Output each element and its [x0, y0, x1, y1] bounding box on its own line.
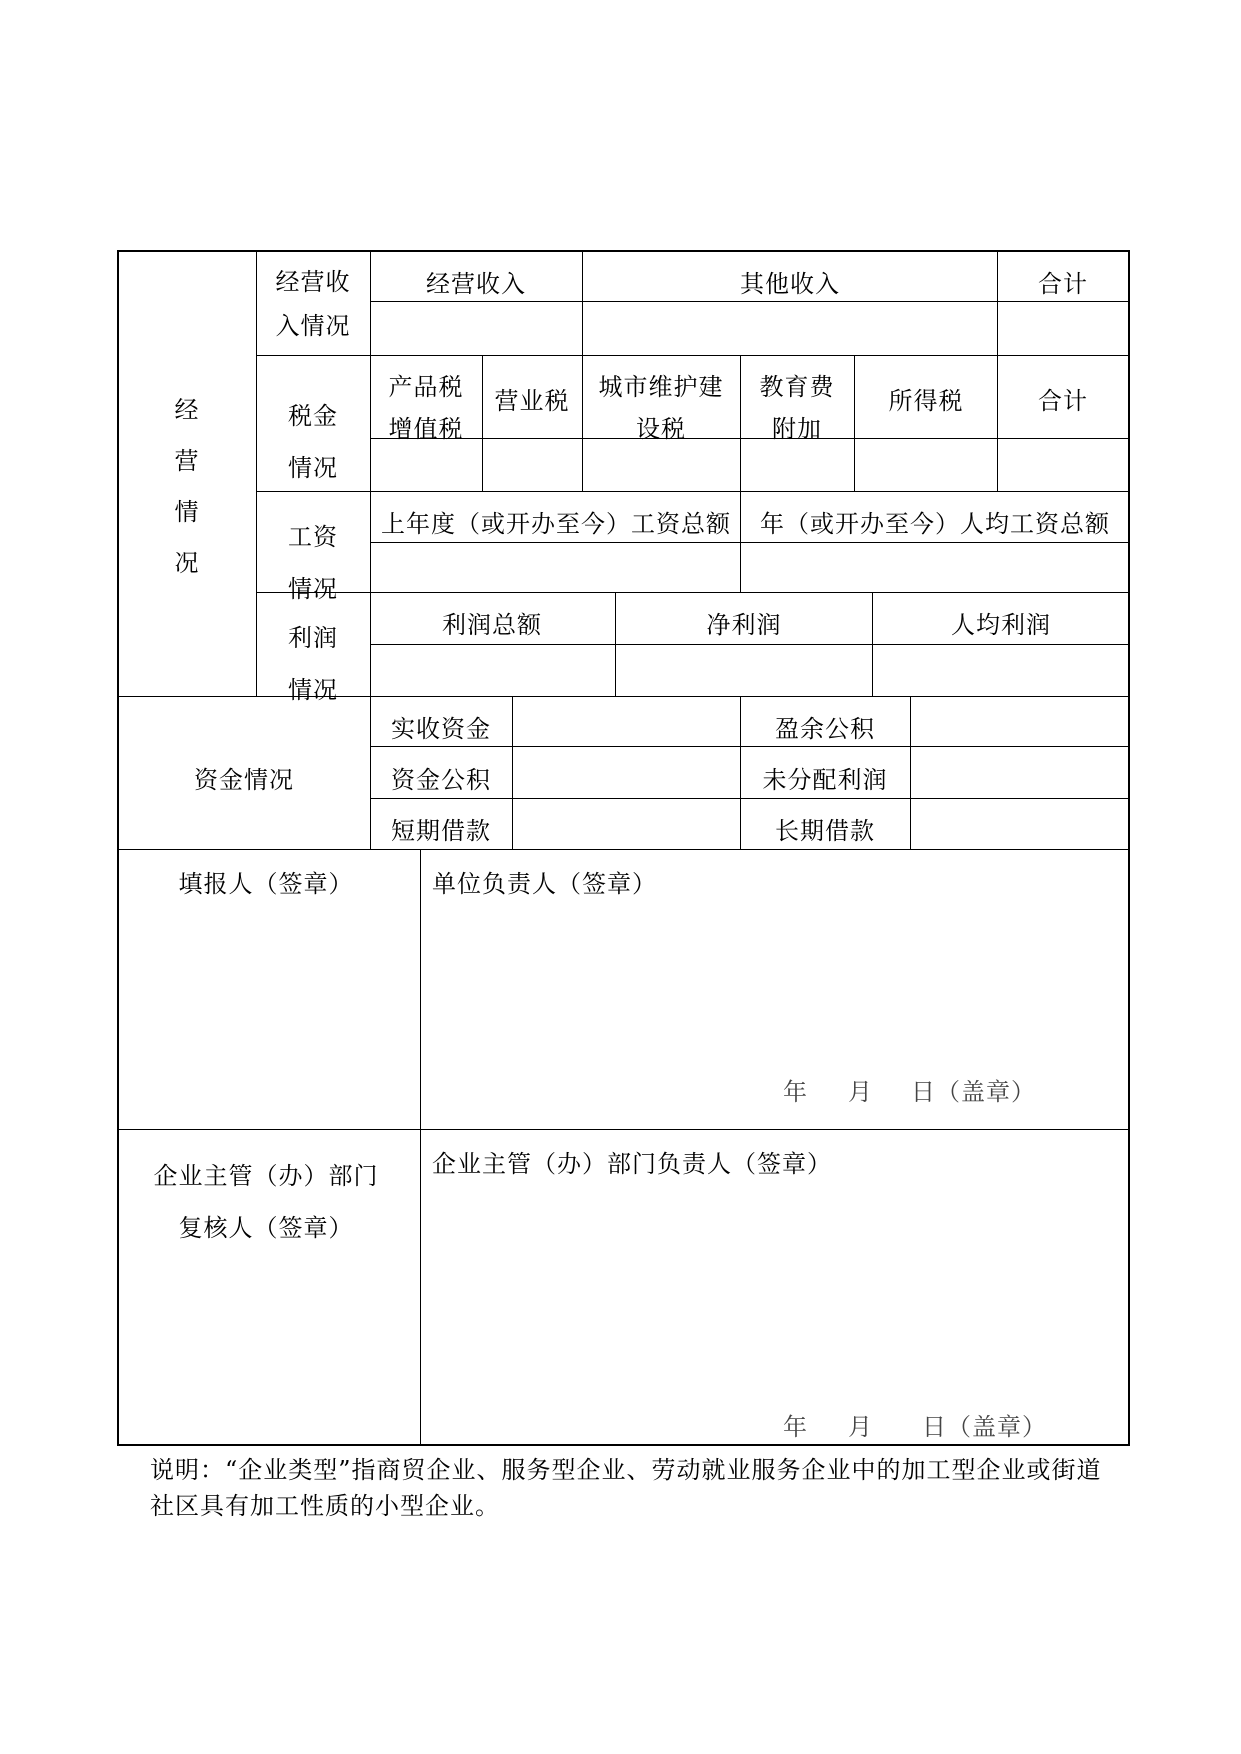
profit-col-net: 净利润	[706, 611, 782, 639]
tax-col-income-tax: 所得税	[888, 387, 964, 415]
profit-label: 利润 情况	[288, 624, 338, 704]
tax-col-business-tax: 营业税	[494, 387, 570, 415]
filler-signature-label: 填报人（签章）	[178, 870, 354, 898]
revenue-col-other: 其他收入	[740, 270, 840, 298]
tax-label: 税金 情况	[288, 402, 338, 482]
capital-paid-in: 实收资金	[391, 715, 491, 743]
revenue-col-total: 合计	[1038, 270, 1088, 298]
profit-col-avg: 人均利润	[951, 611, 1051, 639]
date-year-2: 年	[783, 1413, 808, 1441]
tax-col-education: 教育费 附加	[759, 373, 835, 443]
explanation-note: 说明：“企业类型”指商贸企业、服务型企业、劳动就业服务企业中的加工型企业或街道社区具有加工性质的小型企业。	[150, 1456, 1102, 1520]
wage-col-total: 上年度（或开办至今）工资总额	[381, 510, 731, 538]
date-day-seal-1: 日（盖章）	[911, 1078, 1036, 1106]
capital-short-loan: 短期借款	[391, 817, 491, 845]
wage-label: 工资 情况	[288, 523, 338, 603]
date-month-1: 月	[848, 1078, 873, 1106]
profit-col-total: 利润总额	[442, 611, 542, 639]
wage-col-avg: 年（或开办至今）人均工资总额	[760, 510, 1110, 538]
date-month-2: 月	[848, 1413, 873, 1441]
capital-undistributed-profit: 未分配利润	[762, 766, 888, 794]
operation-section-label: 经 营 情 况	[174, 396, 200, 577]
capital-label: 资金情况	[194, 766, 294, 794]
date-year-1: 年	[783, 1078, 808, 1106]
dept-head-signature-label: 企业主管（办）部门负责人（签章）	[432, 1150, 832, 1178]
dept-reviewer-signature-label: 企业主管（办）部门 复核人（签章）	[153, 1162, 379, 1242]
capital-surplus-reserve: 盈余公积	[775, 715, 875, 743]
unit-head-signature-label: 单位负责人（签章）	[432, 870, 657, 898]
tax-col-product-vat: 产品税 增值税	[388, 373, 464, 443]
capital-long-loan: 长期借款	[775, 817, 875, 845]
capital-reserve: 资金公积	[391, 766, 491, 794]
date-day-seal-2: 日（盖章）	[922, 1413, 1047, 1441]
revenue-col-operating: 经营收入	[426, 270, 526, 298]
revenue-label: 经营收 入情况	[275, 268, 351, 340]
tax-col-urban-tax: 城市维护建 设税	[598, 373, 724, 443]
tax-col-total: 合计	[1038, 387, 1088, 415]
